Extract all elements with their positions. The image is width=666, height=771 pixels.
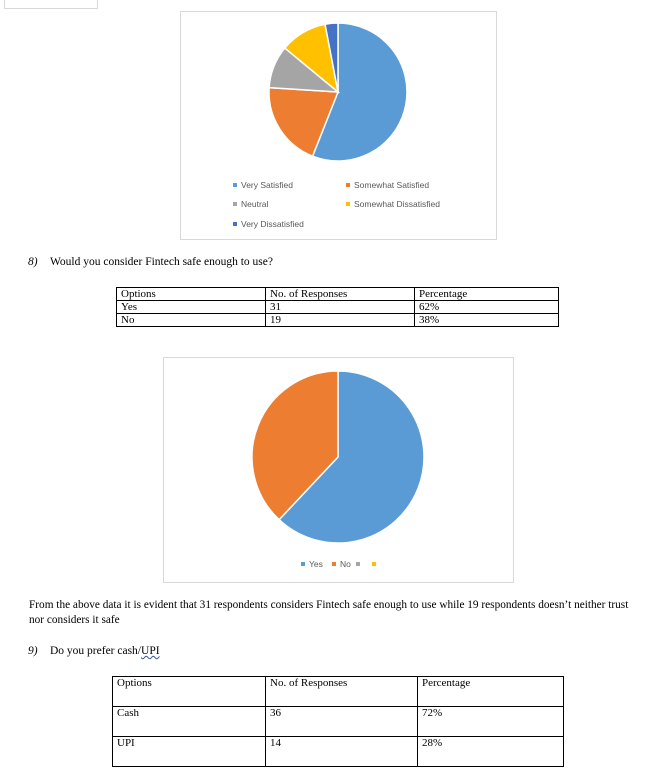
question-8 (28, 256, 273, 268)
corner-frame (4, 0, 98, 9)
question-number: 9) (28, 645, 38, 657)
legend-swatch (356, 562, 360, 566)
table-row (113, 737, 564, 767)
header-cell: No. of Responses (266, 288, 415, 301)
table-header-row (113, 677, 564, 707)
table-row (117, 301, 559, 314)
question-text: Would you consider Fintech safe enough to use? (50, 256, 273, 268)
legend-label: Somewhat Dissatisfied (354, 199, 440, 209)
table-cell: 28% (418, 737, 564, 767)
legend-item-very-satisfied (233, 180, 293, 190)
question-9 (28, 645, 160, 657)
legend-swatch (233, 183, 237, 187)
table-cell: Cash (113, 707, 266, 737)
table-row (117, 314, 559, 327)
legend-item-very-dissatisfied (233, 219, 304, 229)
paragraph-line: From the above data it is evident that 31 respondents considers Fintech safe enough to use while 19 respondents doesn’t neither trust (29, 599, 629, 611)
legend-item-blank-3 (356, 559, 364, 569)
table-cell: UPI (113, 737, 266, 767)
question-text: Do you prefer cash/ (50, 645, 142, 657)
table-cell: 72% (418, 707, 564, 737)
question-number: 8) (28, 256, 38, 268)
table-cell: 19 (266, 314, 415, 327)
table-cell: 38% (415, 314, 559, 327)
table-cell: 31 (266, 301, 415, 314)
table-cell: No (117, 314, 266, 327)
legend-swatch (332, 562, 336, 566)
legend-label: Very Satisfied (241, 180, 293, 190)
table-cell: 62% (415, 301, 559, 314)
legend-label: Neutral (241, 199, 269, 209)
table-header-row (117, 288, 559, 301)
header-cell: No. of Responses (266, 677, 418, 707)
header-cell: Percentage (415, 288, 559, 301)
legend-swatch (233, 222, 237, 226)
q8-table (116, 287, 559, 327)
header-cell: Percentage (418, 677, 564, 707)
header-cell: Options (117, 288, 266, 301)
legend-item-blank-4 (372, 559, 380, 569)
legend-swatch (346, 202, 350, 206)
legend-label: Somewhat Satisfied (354, 180, 430, 190)
spellcheck-marked-word: UPI (141, 645, 160, 657)
legend-swatch (346, 183, 350, 187)
analysis-paragraph (29, 598, 665, 628)
q9-table (112, 676, 564, 767)
header-cell: Options (113, 677, 266, 707)
safety-legend (164, 358, 513, 582)
legend-swatch (372, 562, 376, 566)
legend-item-neutral (233, 199, 268, 209)
table-cell: 14 (266, 737, 418, 767)
satisfaction-chart (180, 11, 497, 240)
safety-chart (163, 357, 514, 583)
legend-label: No (340, 559, 351, 569)
satisfaction-legend (181, 12, 496, 239)
legend-swatch (233, 202, 237, 206)
paragraph-line: nor considers it safe (29, 614, 120, 626)
table-row (113, 707, 564, 737)
legend-item-somewhat-satisfied (346, 180, 429, 190)
legend-item-yes (301, 559, 323, 569)
table-cell: 36 (266, 707, 418, 737)
legend-item-somewhat-dissatisfied (346, 199, 440, 209)
legend-item-no (332, 559, 351, 569)
table-cell: Yes (117, 301, 266, 314)
legend-swatch (301, 562, 305, 566)
legend-label: Yes (309, 559, 323, 569)
legend-label: Very Dissatisfied (241, 219, 304, 229)
